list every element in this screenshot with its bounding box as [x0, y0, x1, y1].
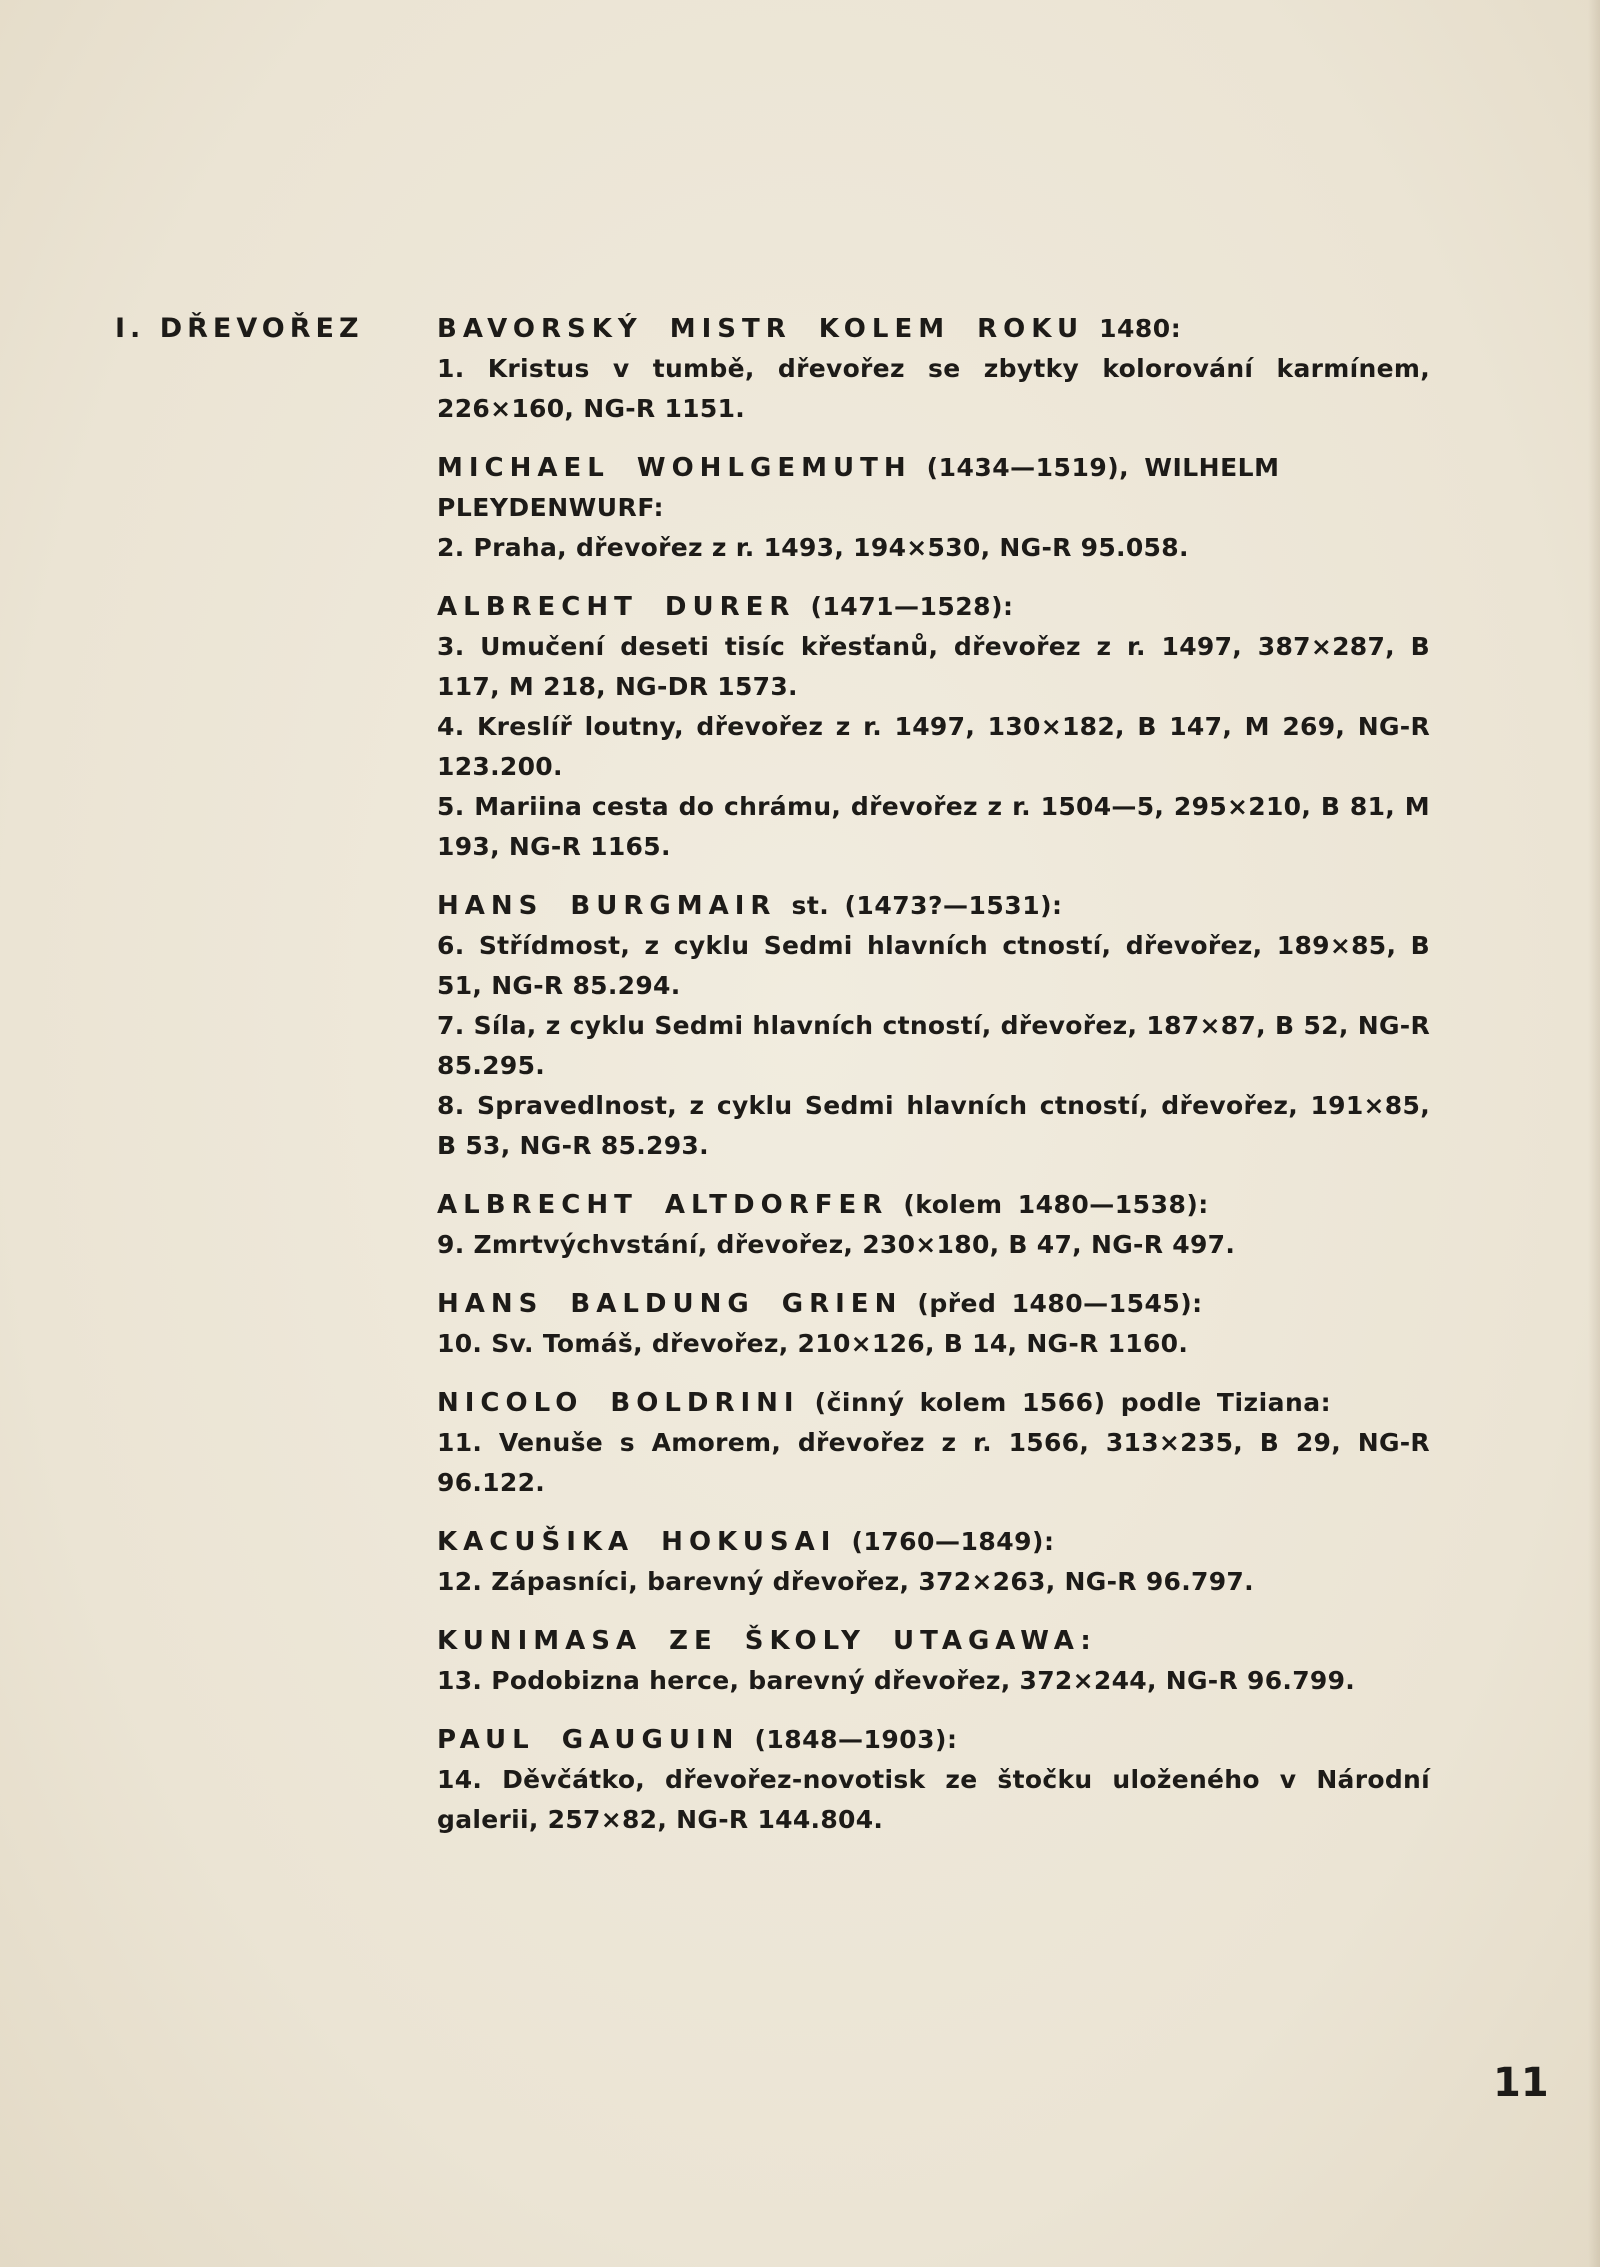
- page-number: 11: [1493, 2060, 1549, 2106]
- catalogue-item: 11. Venuše s Amorem, dřevořez z r. 1566, 313×235, B 29, NG-R 96.122.: [437, 1428, 1430, 1497]
- artist-dates: (činný kolem 1566) podle Tiziana:: [814, 1388, 1332, 1417]
- catalogue-item: 5. Mariina cesta do chrámu, dřevořez z r. 1504—5, 295×210, B 81, M 193, NG-R 1165.: [437, 792, 1430, 861]
- page-edge-shadow: [1588, 0, 1600, 2267]
- artist-name: ALBRECHT DURER: [437, 592, 796, 622]
- catalogue-list: [437, 309, 1430, 1859]
- catalogue-item: 10. Sv. Tomáš, dřevořez, 210×126, B 14, NG-R 1160.: [437, 1329, 1189, 1358]
- catalogue-entry: [437, 448, 1430, 568]
- artist-name: ALBRECHT ALTDORFER: [437, 1190, 889, 1220]
- artist-heading: [437, 1284, 1430, 1324]
- catalogue-item: 7. Síla, z cyklu Sedmi hlavních ctností, dřevořez, 187×87, B 52, NG-R 85.295.: [437, 1011, 1430, 1080]
- artist-dates: st. (1473?—1531):: [791, 891, 1063, 920]
- artist-dates: (kolem 1480—1538):: [903, 1190, 1209, 1219]
- artist-name: MICHAEL WOHLGEMUTH: [437, 453, 912, 483]
- artist-heading: [437, 886, 1430, 926]
- catalogue-item: 12. Zápasníci, barevný dřevořez, 372×263, NG-R 96.797.: [437, 1567, 1254, 1596]
- artist-heading: [437, 587, 1430, 627]
- artist-heading: [437, 1621, 1430, 1661]
- artist-heading: [437, 1720, 1430, 1760]
- artist-dates: (1760—1849):: [851, 1527, 1055, 1556]
- artist-name: PAUL GAUGUIN: [437, 1725, 740, 1755]
- artist-dates: 1480:: [1099, 314, 1182, 343]
- artist-heading: [437, 1522, 1430, 1562]
- artist-heading: [437, 448, 1430, 528]
- artist-dates: (1471—1528):: [810, 592, 1014, 621]
- artist-name: HANS BURGMAIR: [437, 891, 777, 921]
- catalogue-item: 3. Umučení deseti tisíc křesťanů, dřevořez z r. 1497, 387×287, B 117, M 218, NG-DR 1573.: [437, 632, 1430, 701]
- artist-name: BAVORSKÝ MISTR KOLEM ROKU: [437, 314, 1085, 344]
- catalogue-item: 1. Kristus v tumbě, dřevořez se zbytky kolorování karmínem, 226×160, NG-R 1151.: [437, 354, 1430, 423]
- catalogue-entry: [437, 1185, 1430, 1265]
- catalogue-entry: [437, 309, 1430, 429]
- catalogue-entry: [437, 1284, 1430, 1364]
- catalogue-entry: [437, 587, 1430, 867]
- catalogue-entry: [437, 1383, 1430, 1503]
- artist-name: HANS BALDUNG GRIEN: [437, 1289, 903, 1319]
- catalogue-item: 9. Zmrtvýchvstání, dřevořez, 230×180, B 47, NG-R 497.: [437, 1230, 1236, 1259]
- catalogue-item: 14. Děvčátko, dřevořez-novotisk ze štočku uloženého v Národní galerii, 257×82, NG-R 144.804.: [437, 1765, 1430, 1834]
- artist-heading: [437, 1185, 1430, 1225]
- artist-name: NICOLO BOLDRINI: [437, 1388, 800, 1418]
- section-title: I. DŘEVOŘEZ: [115, 313, 364, 344]
- catalogue-item: 13. Podobizna herce, barevný dřevořez, 372×244, NG-R 96.799.: [437, 1666, 1356, 1695]
- catalogue-entry: [437, 1720, 1430, 1840]
- catalogue-item: 4. Kreslíř loutny, dřevořez z r. 1497, 130×182, B 147, M 269, NG-R 123.200.: [437, 712, 1430, 781]
- catalogue-entry: [437, 1522, 1430, 1602]
- artist-dates: (1848—1903):: [754, 1725, 958, 1754]
- artist-name: KUNIMASA ZE ŠKOLY UTAGAWA:: [437, 1626, 1097, 1656]
- artist-dates: (1434—1519), WILHELM PLEYDENWURF:: [437, 453, 1280, 522]
- catalogue-entry: [437, 1621, 1430, 1701]
- artist-heading: [437, 309, 1430, 349]
- catalogue-item: 2. Praha, dřevořez z r. 1493, 194×530, NG-R 95.058.: [437, 533, 1189, 562]
- artist-heading: [437, 1383, 1430, 1423]
- catalogue-item: 8. Spravedlnost, z cyklu Sedmi hlavních ctností, dřevořez, 191×85, B 53, NG-R 85.293.: [437, 1091, 1430, 1160]
- artist-dates: (před 1480—1545):: [917, 1289, 1203, 1318]
- catalogue-entry: [437, 886, 1430, 1166]
- catalogue-item: 6. Střídmost, z cyklu Sedmi hlavních ctností, dřevořez, 189×85, B 51, NG-R 85.294.: [437, 931, 1430, 1000]
- artist-name: KACUŠIKA HOKUSAI: [437, 1527, 837, 1557]
